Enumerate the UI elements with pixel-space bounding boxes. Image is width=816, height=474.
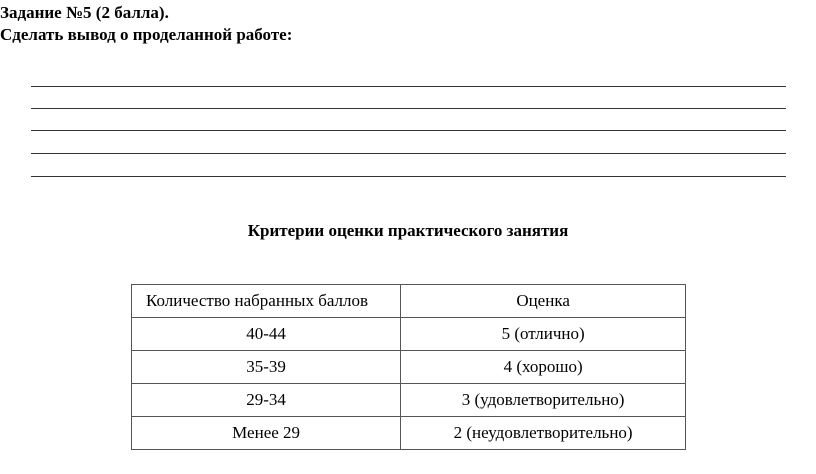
criteria-table: [131, 284, 686, 450]
task-instruction: Сделать вывод о проделанной работе:: [0, 25, 293, 44]
points-cell: 40-44: [132, 318, 401, 351]
answer-line: [31, 130, 786, 131]
grade-cell: 3 (удовлетворительно): [401, 384, 686, 417]
points-cell: Менее 29: [132, 417, 401, 450]
answer-line: [31, 86, 786, 87]
table-row: [132, 351, 686, 384]
answer-line: [31, 176, 786, 177]
table-header-row: [132, 285, 686, 318]
answer-line: [31, 153, 786, 154]
criteria-title: Критерии оценки практического занятия: [247, 221, 569, 240]
grade-cell: 5 (отлично): [401, 318, 686, 351]
points-cell: 35-39: [132, 351, 401, 384]
grade-cell: 4 (хорошо): [401, 351, 686, 384]
task-title: Задание №5 (2 балла).: [0, 3, 169, 22]
points-cell: 29-34: [132, 384, 401, 417]
column-header-grade: Оценка: [401, 285, 686, 318]
column-header-points: Количество набранных баллов: [132, 285, 401, 318]
table-row: [132, 384, 686, 417]
table-row: [132, 417, 686, 450]
table-row: [132, 318, 686, 351]
answer-line: [31, 108, 786, 109]
grade-cell: 2 (неудовлетворительно): [401, 417, 686, 450]
